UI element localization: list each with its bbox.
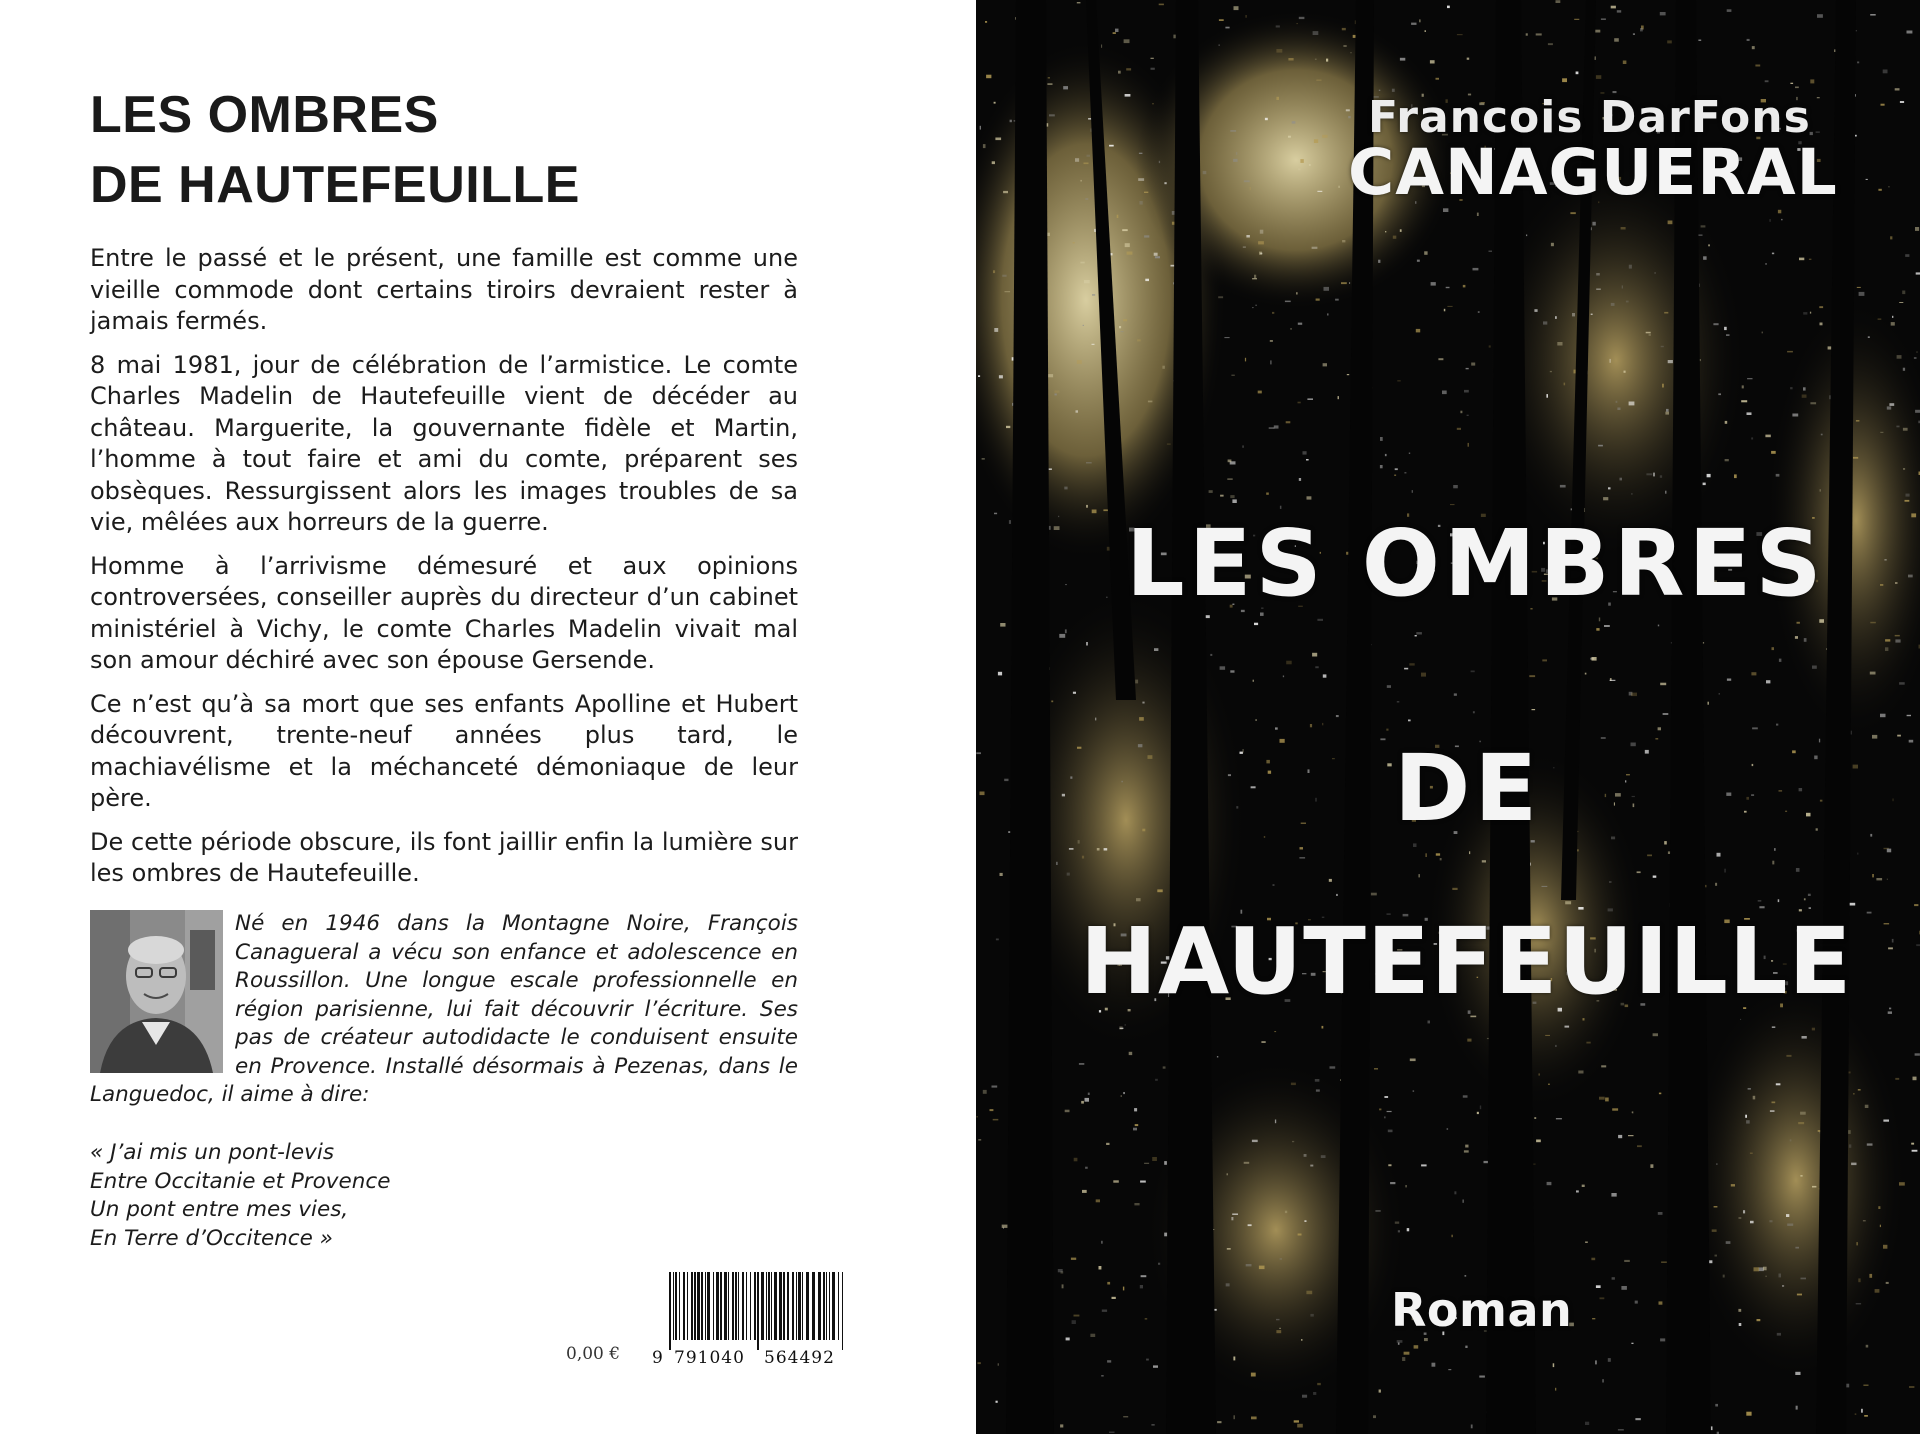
- barcode-bar: [829, 1272, 830, 1340]
- barcode-bar: [750, 1272, 751, 1340]
- barcode-bar: [691, 1272, 693, 1340]
- author-block: [90, 910, 798, 1110]
- quote-line-2: Entre Occitanie et Provence: [90, 1168, 391, 1194]
- barcode-bar: [761, 1272, 764, 1340]
- barcode-bar: [746, 1272, 747, 1340]
- cover-title-line-2: DE: [1394, 735, 1542, 842]
- barcode-bar: [826, 1272, 827, 1340]
- cover-genre: Roman: [1391, 1283, 1573, 1337]
- barcode-bar: [697, 1272, 700, 1340]
- barcode-bar: [694, 1272, 696, 1340]
- barcode-bar: [679, 1272, 680, 1340]
- front-cover: [976, 0, 1920, 1434]
- quote-line-1: « J’ai mis un pont-levis: [90, 1140, 335, 1165]
- cover-title-line-3: HAUTEFEUILLE: [1080, 908, 1853, 1015]
- quote-line-4: En Terre d’Occitence »: [90, 1225, 333, 1251]
- barcode-bar: [687, 1272, 688, 1340]
- synopsis-paragraph-4: Ce n’est qu’à sa mort que ses enfants Apolline et Hubert découvrent, trente-neuf années plus tard, le machiavélisme et la méchanceté démoniaque de leur père.: [90, 689, 798, 812]
- barcode-bar: [757, 1272, 759, 1350]
- author-bio: Né en 1946 dans la Montagne Noire, François Canagueral a vécu son enfance et adolescence en Roussillon. Une longue escale professionnelle en région parisienne, lui fait découvrir l’écriture. Ses pas de créateur autodidacte le conduisent ensuite en Provence. Installé désormais à Pezenas, dans le Languedoc, il aime à dire:: [90, 911, 798, 1107]
- barcode-bar: [823, 1272, 825, 1340]
- barcode-bars: [669, 1272, 849, 1350]
- barcode-bar: [783, 1272, 785, 1340]
- barcode-left-digits: 791040: [674, 1348, 745, 1368]
- barcode-bar: [713, 1272, 714, 1340]
- barcode-bar: [728, 1272, 729, 1340]
- barcode-bar: [724, 1272, 727, 1340]
- barcode-bar: [683, 1272, 685, 1340]
- cover-author-first-name: Francois DarFons: [1368, 92, 1811, 143]
- barcode-bar: [796, 1272, 797, 1340]
- synopsis-paragraph-5: De cette période obscure, ils font jaillir enfin la lumière sur les ombres de Hautefeuille.: [90, 827, 798, 887]
- barcode-bar: [812, 1272, 815, 1340]
- back-cover-title: [90, 80, 580, 220]
- barcode-bar: [701, 1272, 703, 1340]
- barcode-bar: [738, 1272, 739, 1340]
- author-photo: [90, 910, 223, 1073]
- synopsis-paragraph-1: Entre le passé et le présent, une famille est comme une vieille commode dont certains tiroirs devraient rester à jamais fermés.: [90, 244, 798, 335]
- barcode-bar: [735, 1272, 737, 1340]
- barcode-bar: [832, 1272, 835, 1340]
- synopsis-paragraph-3: Homme à l’arrivisme démesuré et aux opinions controversées, conseiller auprès du directeur d’un cabinet ministériel à Vichy, le comte Charles Madelin vivait mal son amour déchiré avec son épouse Gersende.: [90, 551, 798, 674]
- barcode-bar: [732, 1272, 734, 1340]
- forest-illustration: [976, 0, 1920, 1434]
- barcode-bar: [754, 1272, 756, 1340]
- barcode-bar: [806, 1272, 809, 1340]
- barcode-bar: [707, 1272, 710, 1340]
- quote-line-3: Un pont entre mes vies,: [90, 1197, 349, 1222]
- cover-author-last-name: CANAGUERAL: [1348, 136, 1838, 209]
- barcode-bar: [838, 1272, 839, 1340]
- author-quote: [90, 1139, 390, 1253]
- barcode-bar: [669, 1272, 671, 1350]
- barcode-bar: [779, 1272, 782, 1340]
- barcode-lead-digit: 9: [652, 1348, 664, 1368]
- barcode-bar: [771, 1272, 772, 1340]
- isbn-barcode: [652, 1270, 852, 1370]
- barcode-bar: [742, 1272, 744, 1340]
- barcode-bar: [842, 1272, 843, 1350]
- barcode-bar: [768, 1272, 770, 1340]
- barcode-bar: [802, 1272, 803, 1340]
- barcode-bar: [716, 1272, 719, 1340]
- barcode-bar: [798, 1272, 801, 1340]
- barcode-bar: [766, 1272, 767, 1340]
- barcode-bar: [705, 1272, 706, 1340]
- barcode-bar: [673, 1272, 674, 1340]
- barcode-bar: [792, 1272, 794, 1340]
- barcode-bar: [675, 1272, 677, 1340]
- barcode-bar: [787, 1272, 789, 1340]
- barcode-bar: [774, 1272, 777, 1340]
- barcode-bar: [720, 1272, 722, 1340]
- synopsis-paragraph-2: 8 mai 1981, jour de célébration de l’armistice. Le comte Charles Madelin de Hautefeuille vient de décéder au château. Marguerite, la gouvernante fidèle et Martin, l’homme à tout faire et ami du comte, préparent ses obsèques. Ressurgissent alors les images troubles de sa vie, mêlées aux horreurs de la guerre.: [90, 350, 798, 536]
- barcode-bar: [818, 1272, 821, 1340]
- back-title-line-1: LES OMBRES: [90, 86, 439, 144]
- cover-title-line-1: LES OMBRES: [1126, 510, 1826, 617]
- back-title-line-2: DE HAUTEFEUILLE: [90, 156, 580, 214]
- synopsis: [90, 243, 798, 902]
- price-label: 0,00 €: [566, 1344, 621, 1364]
- barcode-right-digits: 564492: [764, 1348, 835, 1368]
